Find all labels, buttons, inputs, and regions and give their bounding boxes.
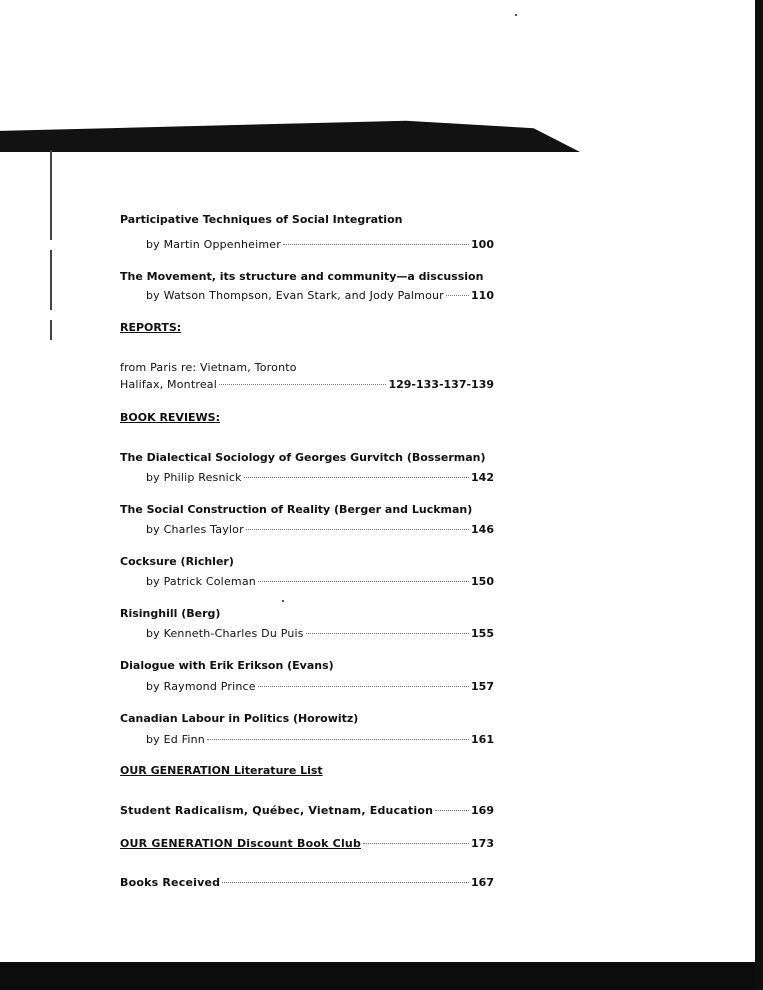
toc-entry [146,733,494,747]
review-title: The Dialectical Sociology of Georges Gurvitch (Bosserman) [120,451,486,464]
leader-dots [283,243,469,245]
leader-dots [246,528,469,530]
page-number: 100 [471,238,494,251]
leader-dots [258,580,469,582]
review-title: The Social Construction of Reality (Berger and Luckman) [120,503,473,516]
page-number: 161 [471,733,494,746]
literature-item: Student Radicalism, Québec, Vietnam, Education [120,804,434,817]
leader-dots [244,476,469,478]
page-number: 150 [471,575,494,588]
reports-line: from Paris re: Vietnam, Toronto [120,361,297,374]
leader-dots [258,685,469,687]
page-number: 155 [471,627,494,640]
review-title: Dialogue with Erik Erikson (Evans) [120,659,334,672]
scan-left-margin-line [50,150,52,240]
leader-dots [306,632,469,634]
leader-dots [363,842,469,844]
scan-left-margin-line [50,250,52,310]
review-title: Cocksure (Richler) [120,555,234,568]
leader-dots [207,738,469,740]
review-author: by Philip Resnick [146,471,242,484]
leader-dots [435,809,469,811]
toc-entry [120,837,494,851]
toc-entry [120,804,494,818]
book-club-heading: OUR GENERATION Discount Book Club [120,837,362,850]
review-author: by Kenneth-Charles Du Puis [146,627,304,640]
leader-dots [446,294,469,296]
article-title: The Movement, its structure and community—a discussion [120,270,484,283]
page-number: 169 [471,804,494,817]
toc-entry [146,575,494,589]
toc-entry [146,289,494,303]
leader-dots [222,881,469,883]
page-number: 157 [471,680,494,693]
toc-entry [146,680,494,694]
article-author: by Watson Thompson, Evan Stark, and Jody Palmour [146,289,444,302]
section-heading-book-reviews: BOOK REVIEWS: [120,411,220,424]
toc-entry [146,627,494,641]
review-author: by Patrick Coleman [146,575,256,588]
section-heading-literature-list: OUR GENERATION Literature List [120,764,323,777]
page-number: 142 [471,471,494,484]
section-heading-reports: REPORTS: [120,321,182,334]
page-number: 146 [471,523,494,536]
page-number: 167 [471,876,494,889]
page-number: 173 [471,837,494,850]
scan-bottom-shadow [0,962,763,990]
scan-left-margin-line [50,320,52,340]
scan-top-shadow [0,118,580,152]
review-title: Canadian Labour in Politics (Horowitz) [120,712,359,725]
books-received-label: Books Received [120,876,221,889]
toc-entry [146,523,494,537]
scan-right-edge [755,0,763,990]
toc-entry [146,238,494,252]
article-title: Participative Techniques of Social Integration [120,213,403,226]
page-number: 129-133-137-139 [388,378,494,391]
review-author: by Charles Taylor [146,523,244,536]
toc-entry [120,876,494,890]
leader-dots [219,383,386,385]
toc-entry [146,471,494,485]
scan-speck [515,14,517,16]
scan-speck [282,600,284,602]
article-author: by Martin Oppenheimer [146,238,281,251]
reports-cities: Halifax, Montreal [120,378,217,391]
review-author: by Ed Finn [146,733,205,746]
review-author: by Raymond Prince [146,680,256,693]
page-number: 110 [471,289,494,302]
review-title: Risinghill (Berg) [120,607,221,620]
toc-entry [120,378,494,392]
